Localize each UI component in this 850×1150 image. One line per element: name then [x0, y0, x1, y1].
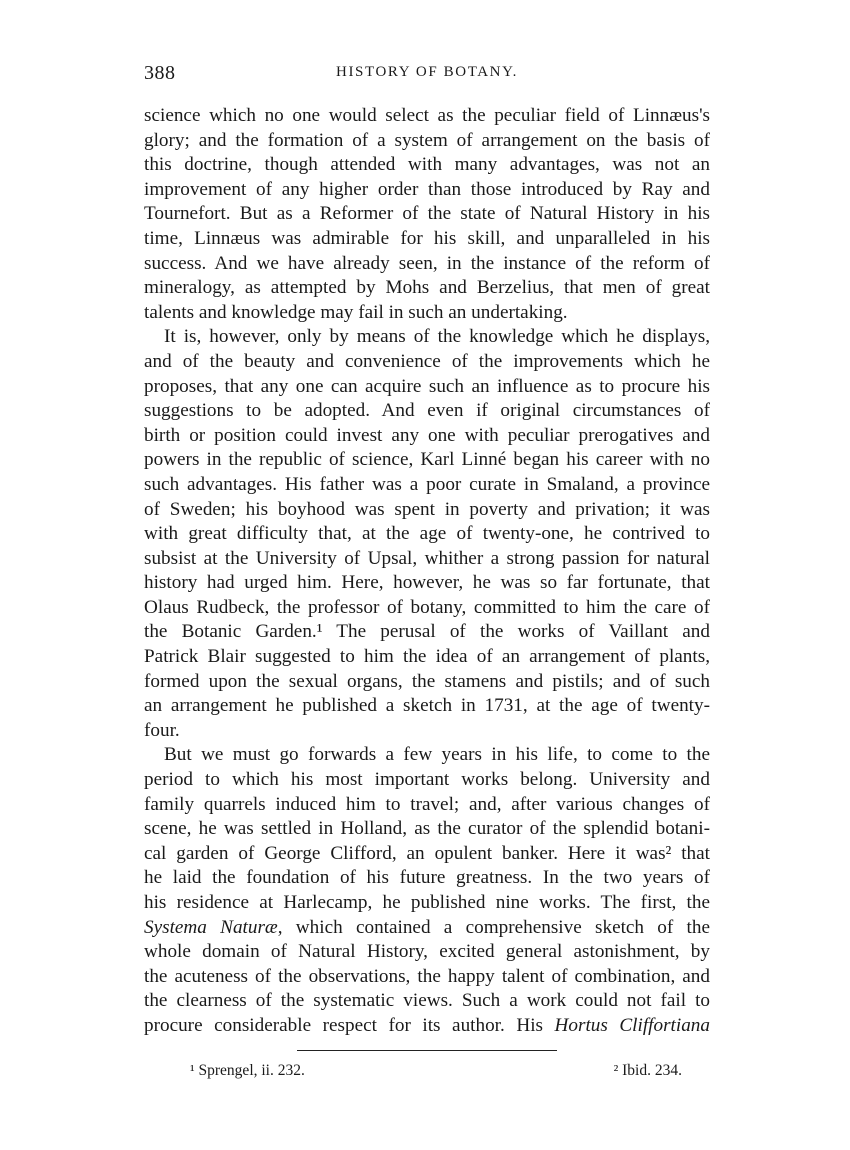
text-line: procure considerable respect for its author. His Hortus Cliffortiana [144, 1014, 710, 1036]
text-line: history had urged him. Here, however, he was so far fortunate, that [144, 572, 710, 594]
text-line: Patrick Blair suggested to him the idea of an arrangement of plants, [144, 646, 710, 668]
text-line: this doctrine, though attended with many advantages, was not an [144, 154, 710, 176]
paragraph-2 [144, 325, 710, 743]
text-line: four. [144, 719, 180, 741]
text-line: powers in the republic of science, Karl Linné began his career with no [144, 449, 710, 471]
text-line: science which no one would select as the peculiar field of Linnæus's [144, 105, 710, 126]
footnotes [144, 1062, 710, 1084]
text-line: suggestions to be adopted. And even if original circumstances of [144, 400, 710, 422]
text-line: an arrangement he published a sketch in 1731, at the age of twenty- [144, 695, 710, 717]
text-line: glory; and the formation of a system of arrangement on the basis of [144, 129, 710, 151]
text-line: Olaus Rudbeck, the professor of botany, committed to him the care of [144, 596, 710, 618]
text-line: of Sweden; his boyhood was spent in poverty and privation; it was [144, 498, 710, 520]
text-line: talents and knowledge may fail in such an undertaking. [144, 301, 568, 323]
text-line: scene, he was settled in Holland, as the curator of the splendid botani- [144, 818, 710, 840]
text-line: But we must go forwards a few years in his life, to come to the [164, 744, 710, 766]
text-line: family quarrels induced him to travel; and, after various changes of [144, 793, 710, 815]
text-line: birth or position could invest any one with peculiar prerogatives and [144, 424, 710, 446]
running-head: HISTORY OF BOTANY. [336, 64, 518, 80]
text-line: the clearness of the systematic views. Such a work could not fail to [144, 990, 710, 1012]
footnote-2: ² Ibid. 234. [613, 1062, 682, 1079]
text-line: cal garden of George Clifford, an opulent banker. Here it was² that [144, 842, 710, 864]
text-line: success. And we have already seen, in the instance of the reform of [144, 252, 710, 274]
text-line: such advantages. His father was a poor curate in Smaland, a province [144, 473, 710, 495]
text-line: time, Linnæus was admirable for his skill, and unparalleled in his [144, 227, 710, 249]
text-line: subsist at the University of Upsal, whither a strong passion for natural [144, 547, 710, 569]
page-number: 388 [144, 62, 176, 84]
text-line: mineralogy, as attempted by Mohs and Berzelius, that men of great [144, 277, 710, 299]
text-line: It is, however, only by means of the knowledge which he displays, [164, 326, 710, 348]
footnote-divider [297, 1050, 557, 1051]
text-line: formed upon the sexual organs, the stamens and pistils; and of such [144, 670, 710, 692]
page-header [144, 62, 710, 88]
text-line: he laid the foundation of his future greatness. In the two years of [144, 867, 710, 889]
text-line: with great difficulty that, at the age of twenty-one, he contrived to [144, 523, 710, 545]
paragraph-1 [144, 104, 710, 325]
text-line: improvement of any higher order than those introduced by Ray and [144, 178, 710, 200]
paragraph-3 [144, 743, 710, 1038]
text-line: the acuteness of the observations, the happy talent of combination, and [144, 965, 710, 987]
text-line: Systema Naturæ, which contained a comprehensive sketch of the [144, 916, 710, 938]
text-line: Tournefort. But as a Reformer of the state of Natural History in his [144, 203, 710, 225]
text-line: and of the beauty and convenience of the improvements which he [144, 350, 710, 372]
text-line: the Botanic Garden.¹ The perusal of the works of Vaillant and [144, 621, 710, 643]
text-line: whole domain of Natural History, excited general astonishment, by [144, 941, 710, 963]
body-text [144, 104, 710, 1039]
text-line: his residence at Harlecamp, he published nine works. The first, the [144, 892, 710, 913]
footnote-1: ¹ Sprengel, ii. 232. [190, 1062, 305, 1079]
text-line: period to which his most important works belong. University and [144, 769, 710, 791]
text-line: proposes, that any one can acquire such an influence as to procure his [144, 375, 710, 397]
